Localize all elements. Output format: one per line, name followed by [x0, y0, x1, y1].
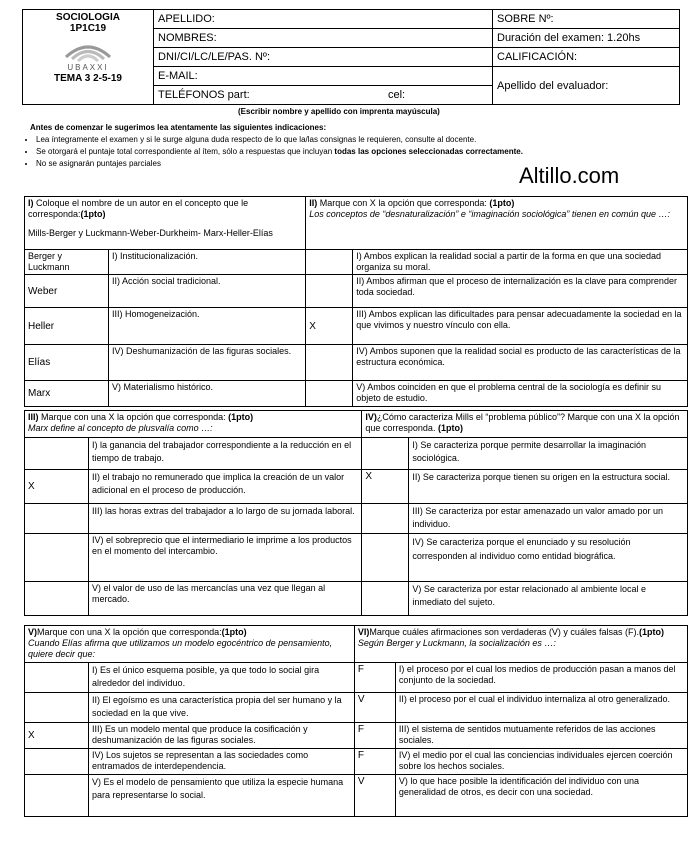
q3-mark[interactable]	[25, 582, 89, 616]
q4-option: IV) Se caracteriza porque el enunciado y su resolución corresponden al individuo como entidad biográfica.	[409, 534, 688, 582]
q4-option: III) Se caracteriza por estar amenazado un valor amado por un individuo.	[409, 504, 688, 534]
q3-option: I) la ganancia del trabajador correspondiente a la reducción en el tiempo de trabajo.	[89, 438, 362, 470]
q1-header: I) Coloque el nombre de un autor en el concepto que le corresponda:(1pto) Mills-Berger y Luckmann-Weber-Durkheim- Marx-Heller-Elías	[25, 197, 306, 250]
q5-option: III) Es un modelo mental que produce la cosificación y deshumanización de las figuras sociales.	[89, 723, 355, 749]
instruction-item: • No se asignarán puntajes parciales	[36, 159, 676, 169]
q2-option: I) Ambos explican la realidad social a partir de la forma en que una sociedad organiza su moral.	[353, 250, 688, 275]
q5-mark[interactable]	[25, 663, 89, 693]
q3-mark[interactable]: X	[25, 470, 89, 504]
q2-mark[interactable]	[306, 381, 353, 407]
block-q3-q4	[24, 410, 688, 616]
q1-answer[interactable]: Marx	[25, 381, 109, 407]
q1-answer[interactable]: Berger y Luckmann	[25, 250, 109, 275]
q2-mark[interactable]	[306, 345, 353, 381]
evaluador-field[interactable]: Apellido del evaluador:	[493, 67, 680, 105]
q5-option: IV) Los sujetos se representan a las sociedades como entramados de interdependencia.	[89, 749, 355, 775]
q6-option: II) el proceso por el cual el individuo internaliza al otro generalizado.	[395, 693, 687, 723]
instruction-item: • Se otorgará el puntaje total correspondiente al ítem, sólo a respuestas que incluyan todas las opciones seleccionadas correctamente.	[36, 147, 676, 157]
q5-mark[interactable]: X	[25, 723, 89, 749]
q1-concept: V) Materialismo histórico.	[109, 381, 306, 407]
q3-option: V) el valor de uso de las mercancías una vez que llegan al mercado.	[89, 582, 362, 616]
q1-answer[interactable]: Elías	[25, 345, 109, 381]
q4-option: V) Se caracteriza por estar relacionado al ambiente local e inmediato del sujeto.	[409, 582, 688, 616]
q5-option: II) El egoísmo es una característica propia del ser humano y la sociedad en la que vive.	[89, 693, 355, 723]
q3-option: III) las horas extras del trabajador a lo largo de su jornada laboral.	[89, 504, 362, 534]
q2-option: III) Ambos explican las dificultades para pensar adecuadamente la sociedad en la que vivimos y nuestro vínculo con ella.	[353, 308, 688, 345]
q2-header: II) Marque con X la opción que corresponda: (1pto) Los conceptos de “desnaturalización” e “imaginación sociológica” tienen en común que …:	[306, 197, 688, 250]
course-code: 1P1C19	[69, 23, 107, 34]
q1-concept: IV) Deshumanización de las figuras sociales.	[109, 345, 306, 381]
apellido-field[interactable]: APELLIDO:	[154, 10, 493, 29]
exam-header	[22, 9, 680, 105]
altillo-watermark: Altillo.com	[519, 163, 620, 188]
q6-mark[interactable]: V	[354, 775, 395, 817]
q3-mark[interactable]	[25, 534, 89, 582]
sobre-field[interactable]: SOBRE Nº:	[493, 10, 680, 29]
dni-field[interactable]: DNI/CI/LC/LE/PAS. Nº:	[154, 48, 493, 67]
logo-text: UBAXXI	[67, 63, 109, 72]
q4-option: I) Se caracteriza porque permite desarrollar la imaginación sociológica.	[409, 438, 688, 470]
q2-option: V) Ambos coinciden en que el problema central de la sociología es definir su objeto de estudio.	[353, 381, 688, 407]
q5-mark[interactable]	[25, 693, 89, 723]
cel-label: cel:	[388, 89, 406, 101]
block-q5-q6	[24, 625, 688, 817]
q4-option: II) Se caracteriza porque tienen su origen en la estructura social.	[409, 470, 688, 504]
q6-subtitle: Según Berger y Luckmann, la socialización es …:	[357, 638, 556, 648]
q5-mark[interactable]	[25, 775, 89, 817]
course-box	[23, 10, 154, 105]
telefonos-label: TELÉFONOS part:	[158, 89, 250, 101]
q6-option: V) lo que hace posible la identificación del individuo con una generalidad de otros, es decir con una sociedad.	[395, 775, 687, 817]
q4-mark[interactable]	[362, 504, 409, 534]
q6-option: III) el sistema de sentidos mutuamente referidos de las acciones sociales.	[395, 723, 687, 749]
q2-mark[interactable]	[306, 275, 353, 308]
q6-mark[interactable]: F	[354, 749, 395, 775]
q1-answer[interactable]: Heller	[25, 308, 109, 345]
q5-option: V) Es el modelo de pensamiento que utiliza la especie humana para representarse lo social.	[89, 775, 355, 817]
ubaxxi-logo-icon	[58, 37, 118, 63]
block-q1-q2	[24, 196, 688, 407]
q3-header: III) Marque con una X la opción que corresponda: (1pto) Marx define al concepto de plusvalía como …:	[25, 411, 362, 438]
q1-concept: III) Homogeneización.	[109, 308, 306, 345]
q2-option: IV) Ambos suponen que la realidad social es producto de las características de la estructura económica.	[353, 345, 688, 381]
q3-mark[interactable]	[25, 438, 89, 470]
q2-subtitle: Los conceptos de “desnaturalización” e “imaginación sociológica” tienen en común que …:	[309, 209, 670, 219]
instructions-title: Antes de comenzar le sugerimos lea atentamente las siguientes indicaciones:	[30, 123, 327, 132]
q6-mark[interactable]: F	[354, 723, 395, 749]
q3-mark[interactable]	[25, 504, 89, 534]
q2-option: II) Ambos afirman que el proceso de internalización es la clave para comprender toda sociedad.	[353, 275, 688, 308]
duracion-label: Duración del examen: 1.20hs	[493, 29, 680, 48]
q1-answer[interactable]: Weber	[25, 275, 109, 308]
q1-concept: II) Acción social tradicional.	[109, 275, 306, 308]
q6-option: I) el proceso por el cual los medios de producción pasan a manos del conjunto de la sociedad.	[395, 663, 687, 693]
tema-label: TEMA 3 2-5-19	[54, 73, 122, 84]
imprenta-note: (Escribir nombre y apellido con imprenta mayúscula)	[238, 107, 440, 116]
q6-header: VI)Marque cuáles afirmaciones son verdaderas (V) y cuáles falsas (F).(1pto) Según Berger y Luckmann, la socialización es …:	[354, 626, 687, 663]
q4-mark[interactable]	[362, 438, 409, 470]
instruction-item: • Lea íntegramente el examen y si le surge alguna duda respecto de lo que la/las consignas le requieren, consulte al docente.	[36, 135, 676, 145]
q6-option: IV) el medio por el cual las conciencias individuales ejercen coerción sobre los hechos sociales.	[395, 749, 687, 775]
q3-subtitle: Marx define al concepto de plusvalía como …:	[28, 423, 213, 433]
q4-mark[interactable]	[362, 534, 409, 582]
telefonos-field[interactable]	[154, 86, 493, 105]
nombres-field[interactable]: NOMBRES:	[154, 29, 493, 48]
q4-mark[interactable]: X	[362, 470, 409, 504]
q4-header: IV)¿Cómo caracteriza Mills el “problema público”? Marque con una X la opción que corresponda. (1pto)	[362, 411, 688, 438]
q1-concept: I) Institucionalización.	[109, 250, 306, 275]
q1-authors: Mills-Berger y Luckmann-Weber-Durkheim- Marx-Heller-Elías	[28, 228, 273, 238]
q2-mark[interactable]	[306, 250, 353, 275]
q5-mark[interactable]	[25, 749, 89, 775]
q6-mark[interactable]: F	[354, 663, 395, 693]
q3-option: II) el trabajo no remunerado que implica la creación de un valor adicional en el proceso de producción.	[89, 470, 362, 504]
q3-option: IV) el sobreprecio que el intermediario le imprime a los productos en el momento del intercambio.	[89, 534, 362, 582]
course-name: SOCIOLOGIA	[56, 12, 120, 23]
q6-mark[interactable]: V	[354, 693, 395, 723]
q4-mark[interactable]	[362, 582, 409, 616]
q5-subtitle: Cuando Elías afirma que utilizamos un modelo egocéntrico de pensamiento, quiere decir que:	[28, 638, 333, 659]
email-field[interactable]: E-MAIL:	[154, 67, 493, 86]
q5-option: I) Es el único esquema posible, ya que todo lo social gira alrededor del individuo.	[89, 663, 355, 693]
calificacion-field[interactable]: CALIFICACIÓN:	[493, 48, 680, 67]
q2-mark[interactable]: X	[306, 308, 353, 345]
q5-header: V)Marque con una X la opción que corresponda:(1pto) Cuando Elías afirma que utilizamos un modelo egocéntrico de pensamiento, quiere decir que:	[25, 626, 355, 663]
